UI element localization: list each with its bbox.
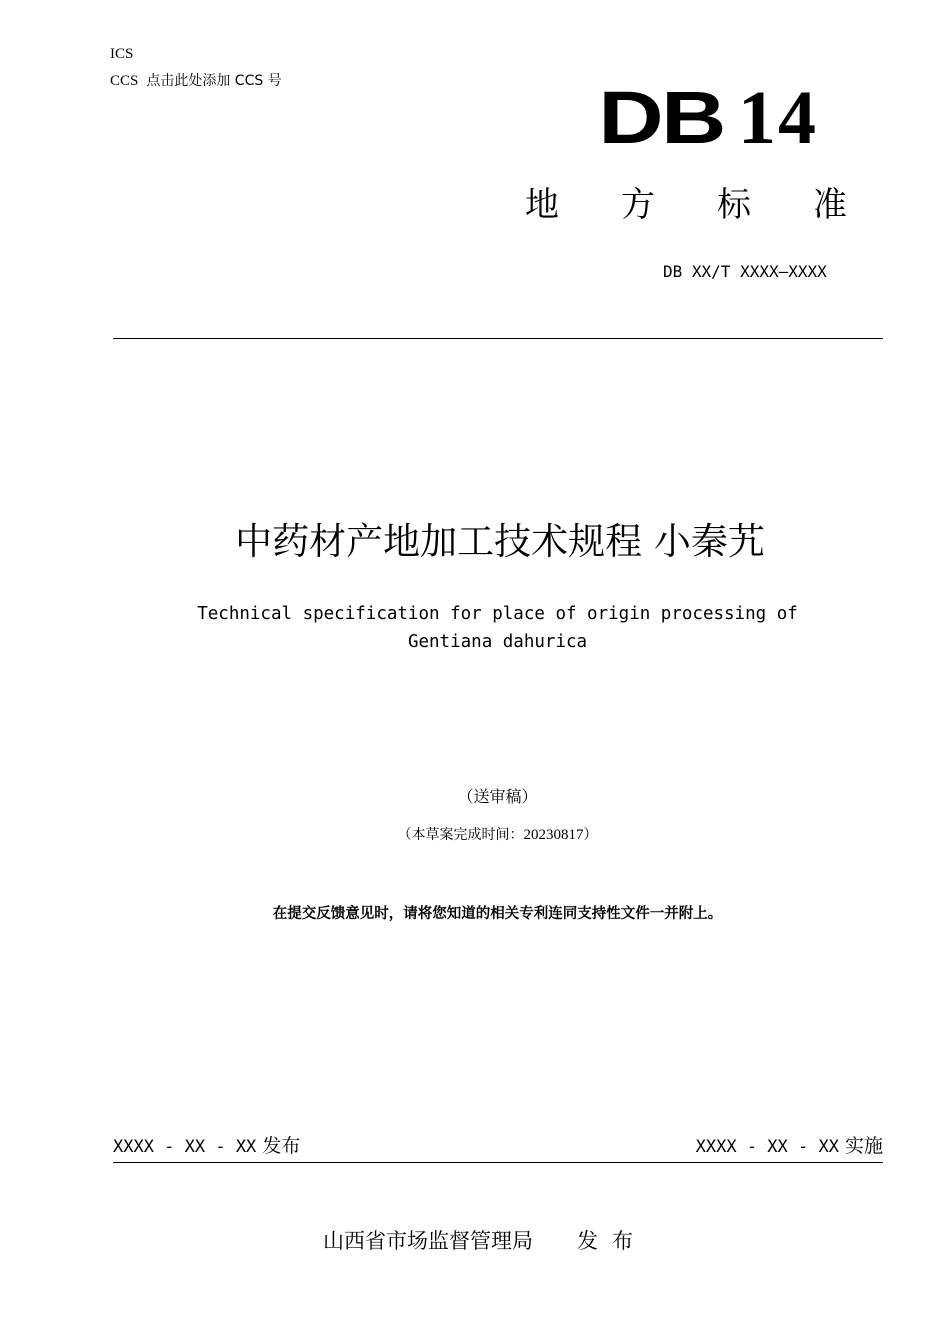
standard-type: 地方标准	[525, 185, 909, 225]
title-english	[0, 600, 950, 656]
footer-divider	[113, 1162, 883, 1163]
publisher	[323, 1227, 647, 1255]
standard-mark-code: 14	[738, 76, 818, 160]
patent-notice: 在提交反馈意见时，请将您知道的相关专利连同支持性文件一并附上。	[272, 906, 723, 922]
issue-date-label: 发布	[262, 1135, 301, 1157]
draft-completion-date	[0, 825, 950, 845]
ccs-line	[110, 72, 282, 90]
title-english-line-2: Gentiana dahurica	[407, 632, 588, 652]
title-chinese: 中药材产地加工技术规程 小秦艽	[235, 520, 765, 563]
standard-number: DB XX/T XXXX—XXXX	[663, 262, 827, 281]
draft-completion-label: （本草案完成时间：	[397, 827, 524, 843]
implementation-date-label: 实施	[844, 1135, 883, 1157]
standard-mark-letters: DB	[598, 76, 724, 159]
title-english-line-1: Technical specification for place of origin processing of	[197, 604, 798, 624]
publisher-action: 发布	[577, 1229, 647, 1253]
standard-mark	[598, 76, 818, 160]
issue-date-value: XXXX - XX - XX	[113, 1137, 257, 1157]
implementation-date	[696, 1133, 883, 1160]
ics-label: ICS	[110, 46, 134, 62]
header-divider	[113, 338, 883, 339]
implementation-date-value: XXXX - XX - XX	[695, 1137, 839, 1157]
draft-completion-value: 20230817	[523, 827, 584, 843]
ccs-label: CCS	[110, 73, 139, 89]
draft-completion-close: ）	[583, 827, 598, 843]
issue-date	[113, 1133, 300, 1160]
ccs-placeholder[interactable]: 点击此处添加 CCS 号	[146, 73, 282, 89]
draft-stage: （送审稿）	[457, 787, 538, 806]
publisher-name: 山西省市场监督管理局	[323, 1229, 533, 1253]
